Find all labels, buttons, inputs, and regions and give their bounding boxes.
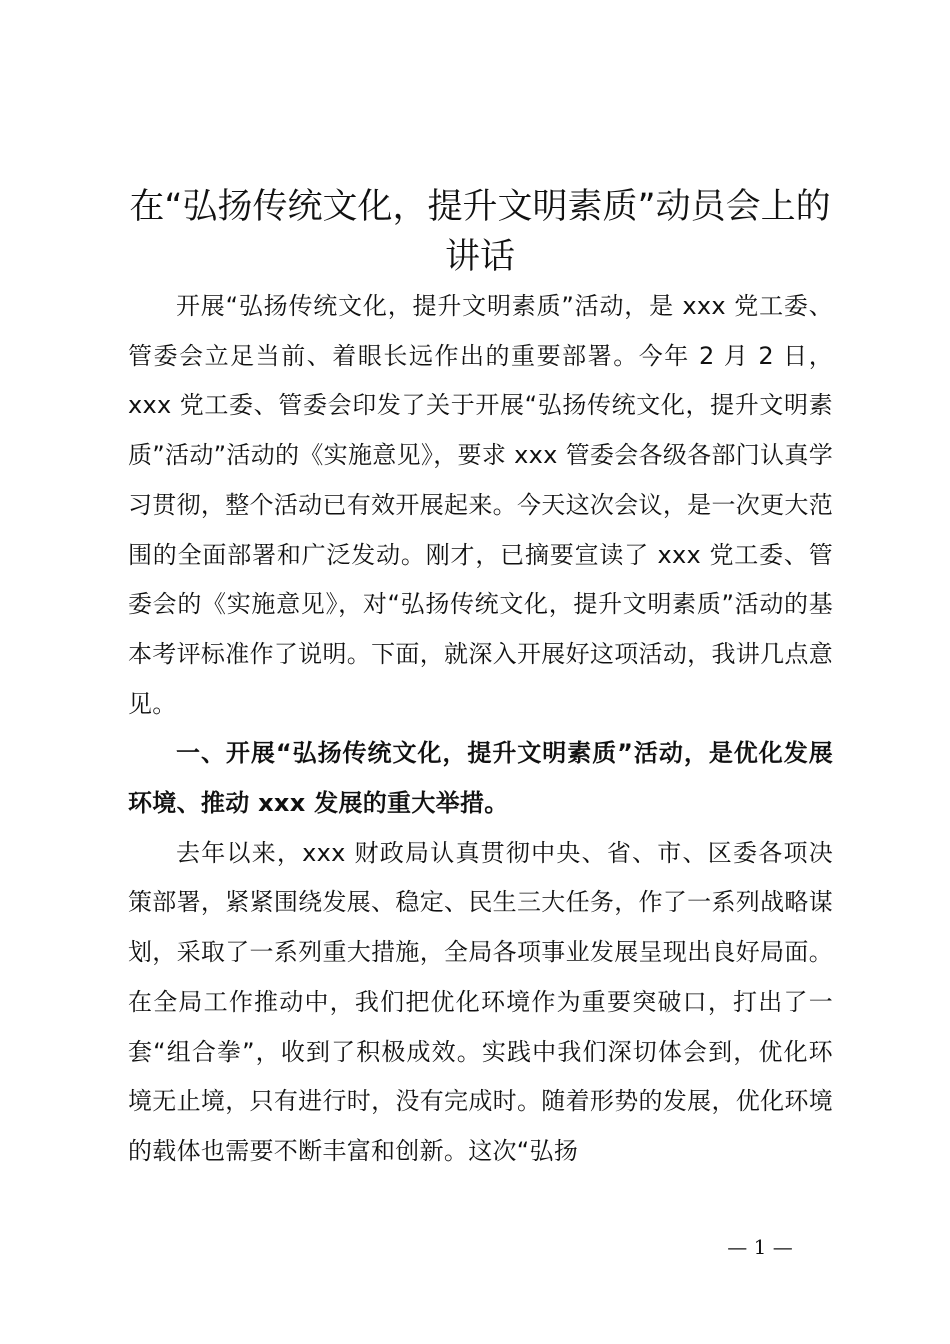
section-heading: 一、开展“弘扬传统文化，提升文明素质”活动，是优化发展环境、推动 xxx 发展的重大举措。: [128, 739, 833, 818]
document-body: [128, 282, 833, 1177]
section-paragraph: 去年以来，xxx 财政局认真贯彻中央、省、市、区委各项决策部署，紧紧围绕发展、稳定、民生三大任务，作了一系列战略谋划，采取了一系列重大措施，全局各项事业发展呈现出良好局面。在全局工作推动中，我们把优化环境作为重要突破口，打出了一套“组合拳”，收到了积极成效。实践中我们深切体会到，优化环境无止境，只有进行时，没有完成时。随着形势的发展，优化环境的载体也需要不断丰富和创新。这次“弘扬: [128, 838, 833, 1165]
document-title: 在“弘扬传统文化，提升文明素质”动员会上的讲话: [129, 187, 831, 277]
intro-paragraph: 开展“弘扬传统文化，提升文明素质”活动，是 xxx 党工委、管委会立足当前、着眼长远作出的重要部署。今年 2 月 2 日，xxx 党工委、管委会印发了关于开展“弘扬传统文化，提升文明素质”活动”活动的《实施意见》，要求 xxx 管委会各级各部门认真学习贯彻，整个活动已有效开展起来。今天这次会议，是一次更大范围的全面部署和广泛发动。刚才，已摘要宣读了 xxx 党工委、管委会的《实施意见》，对“弘扬传统文化，提升文明素质”活动的基本考评标准作了说明。下面，就深入开展好这项活动，我讲几点意见。: [128, 292, 833, 718]
page-number: — 1 —: [727, 1235, 793, 1259]
